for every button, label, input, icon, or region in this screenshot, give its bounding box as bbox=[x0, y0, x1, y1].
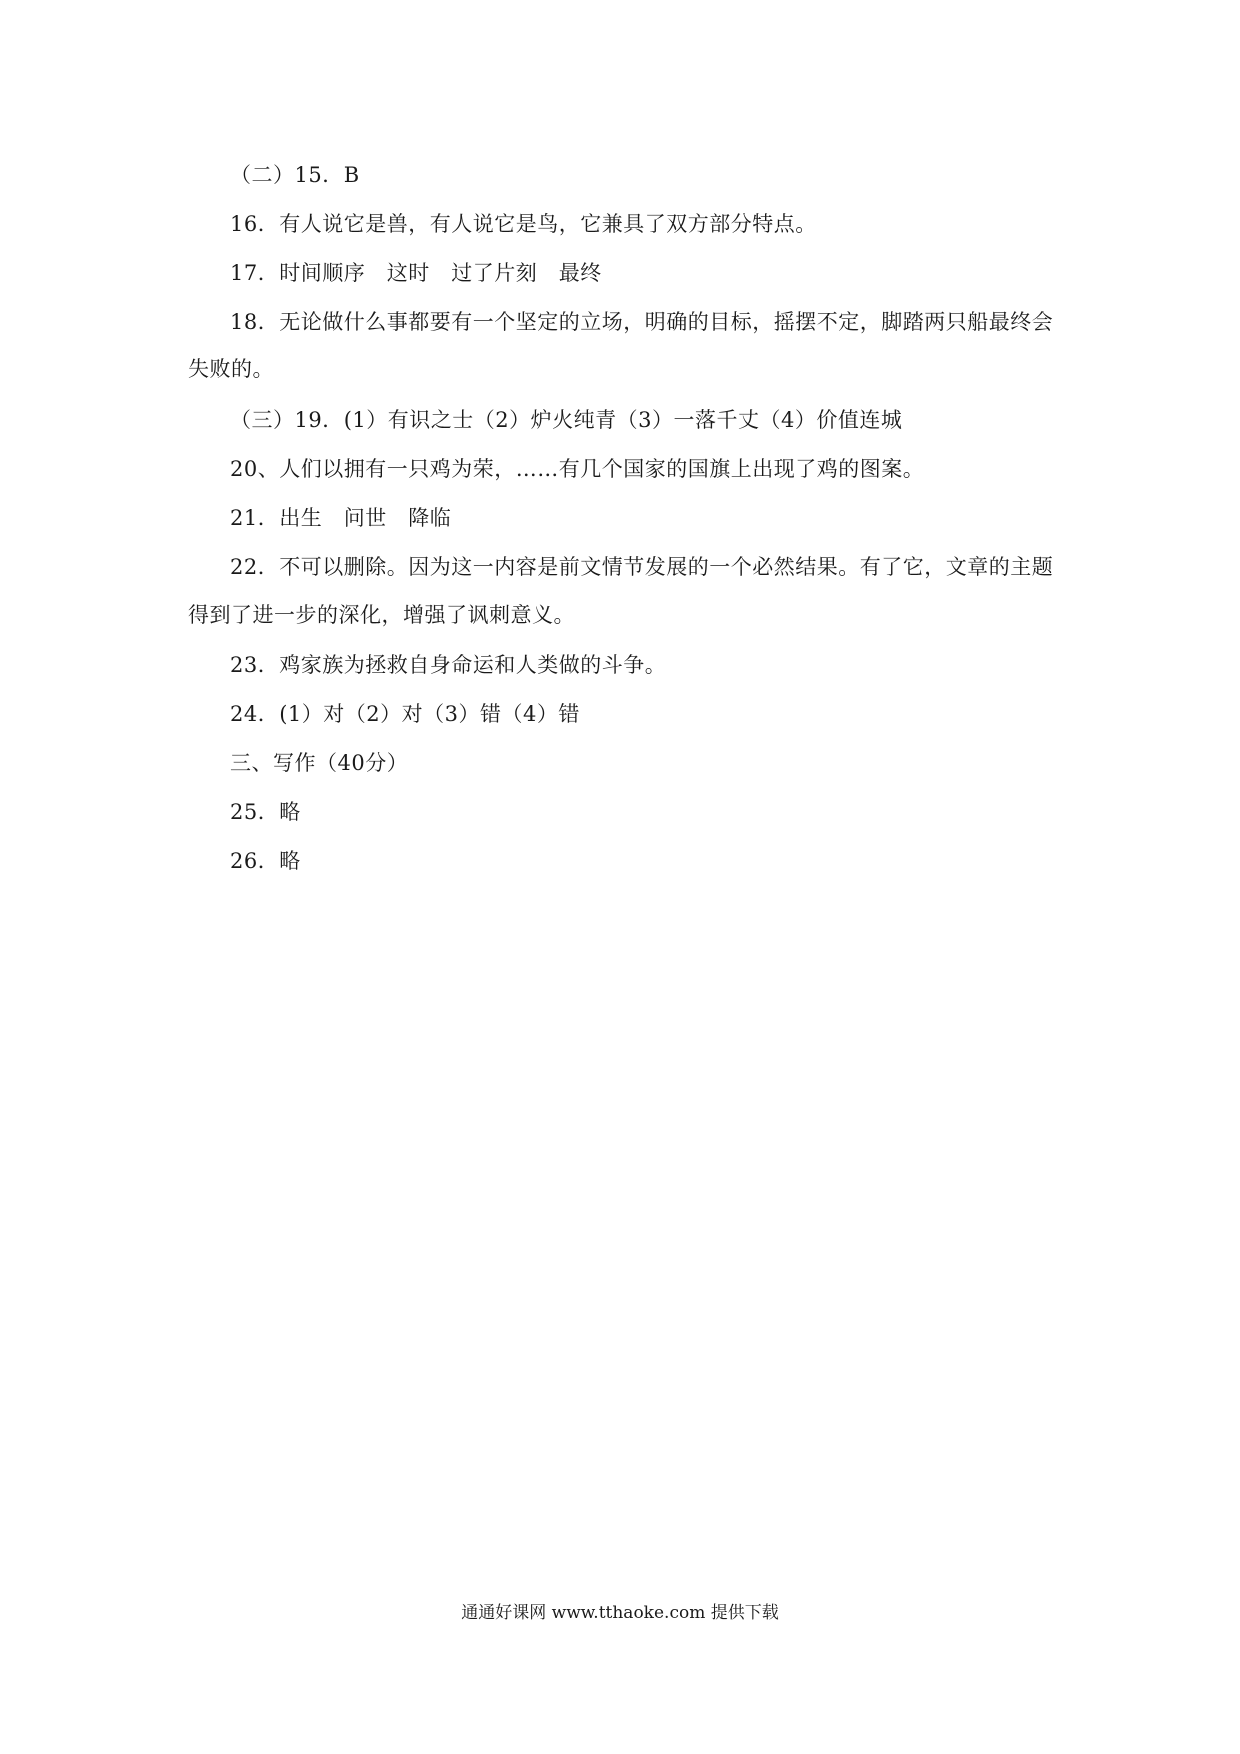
answer-25: 25．略 bbox=[230, 800, 301, 824]
answer-18-line1: 18．无论做什么事都要有一个坚定的立场，明确的目标，摇摆不定，脚踏两只船最终会 bbox=[230, 310, 1054, 334]
answer-20: 20、人们以拥有一只鸡为荣，……有几个国家的国旗上出现了鸡的图案。 bbox=[230, 457, 925, 481]
answer-17: 17．时间顺序 这时 过了片刻 最终 bbox=[230, 261, 602, 285]
answer-15: （二）15．B bbox=[230, 163, 360, 187]
answer-21: 21．出生 问世 降临 bbox=[230, 506, 452, 530]
section-writing-heading: 三、写作（40分） bbox=[230, 751, 409, 775]
answer-16: 16．有人说它是兽，有人说它是鸟，它兼具了双方部分特点。 bbox=[230, 212, 817, 236]
answer-22-line1: 22．不可以删除。因为这一内容是前文情节发展的一个必然结果。有了它，文章的主题 bbox=[230, 555, 1054, 579]
answer-18-line2: 失败的。 bbox=[188, 357, 274, 381]
answer-22-line2: 得到了进一步的深化，增强了讽刺意义。 bbox=[188, 603, 575, 627]
page-footer: 通通好课网 www.tthaoke.com 提供下载 bbox=[461, 1603, 779, 1623]
answer-24: 24．(1）对（2）对（3）错（4）错 bbox=[230, 702, 580, 726]
answer-23: 23．鸡家族为拯救自身命运和人类做的斗争。 bbox=[230, 653, 667, 677]
answer-26: 26．略 bbox=[230, 849, 301, 873]
answer-19: （三）19．(1）有识之士（2）炉火纯青（3）一落千丈（4）价值连城 bbox=[230, 408, 903, 432]
